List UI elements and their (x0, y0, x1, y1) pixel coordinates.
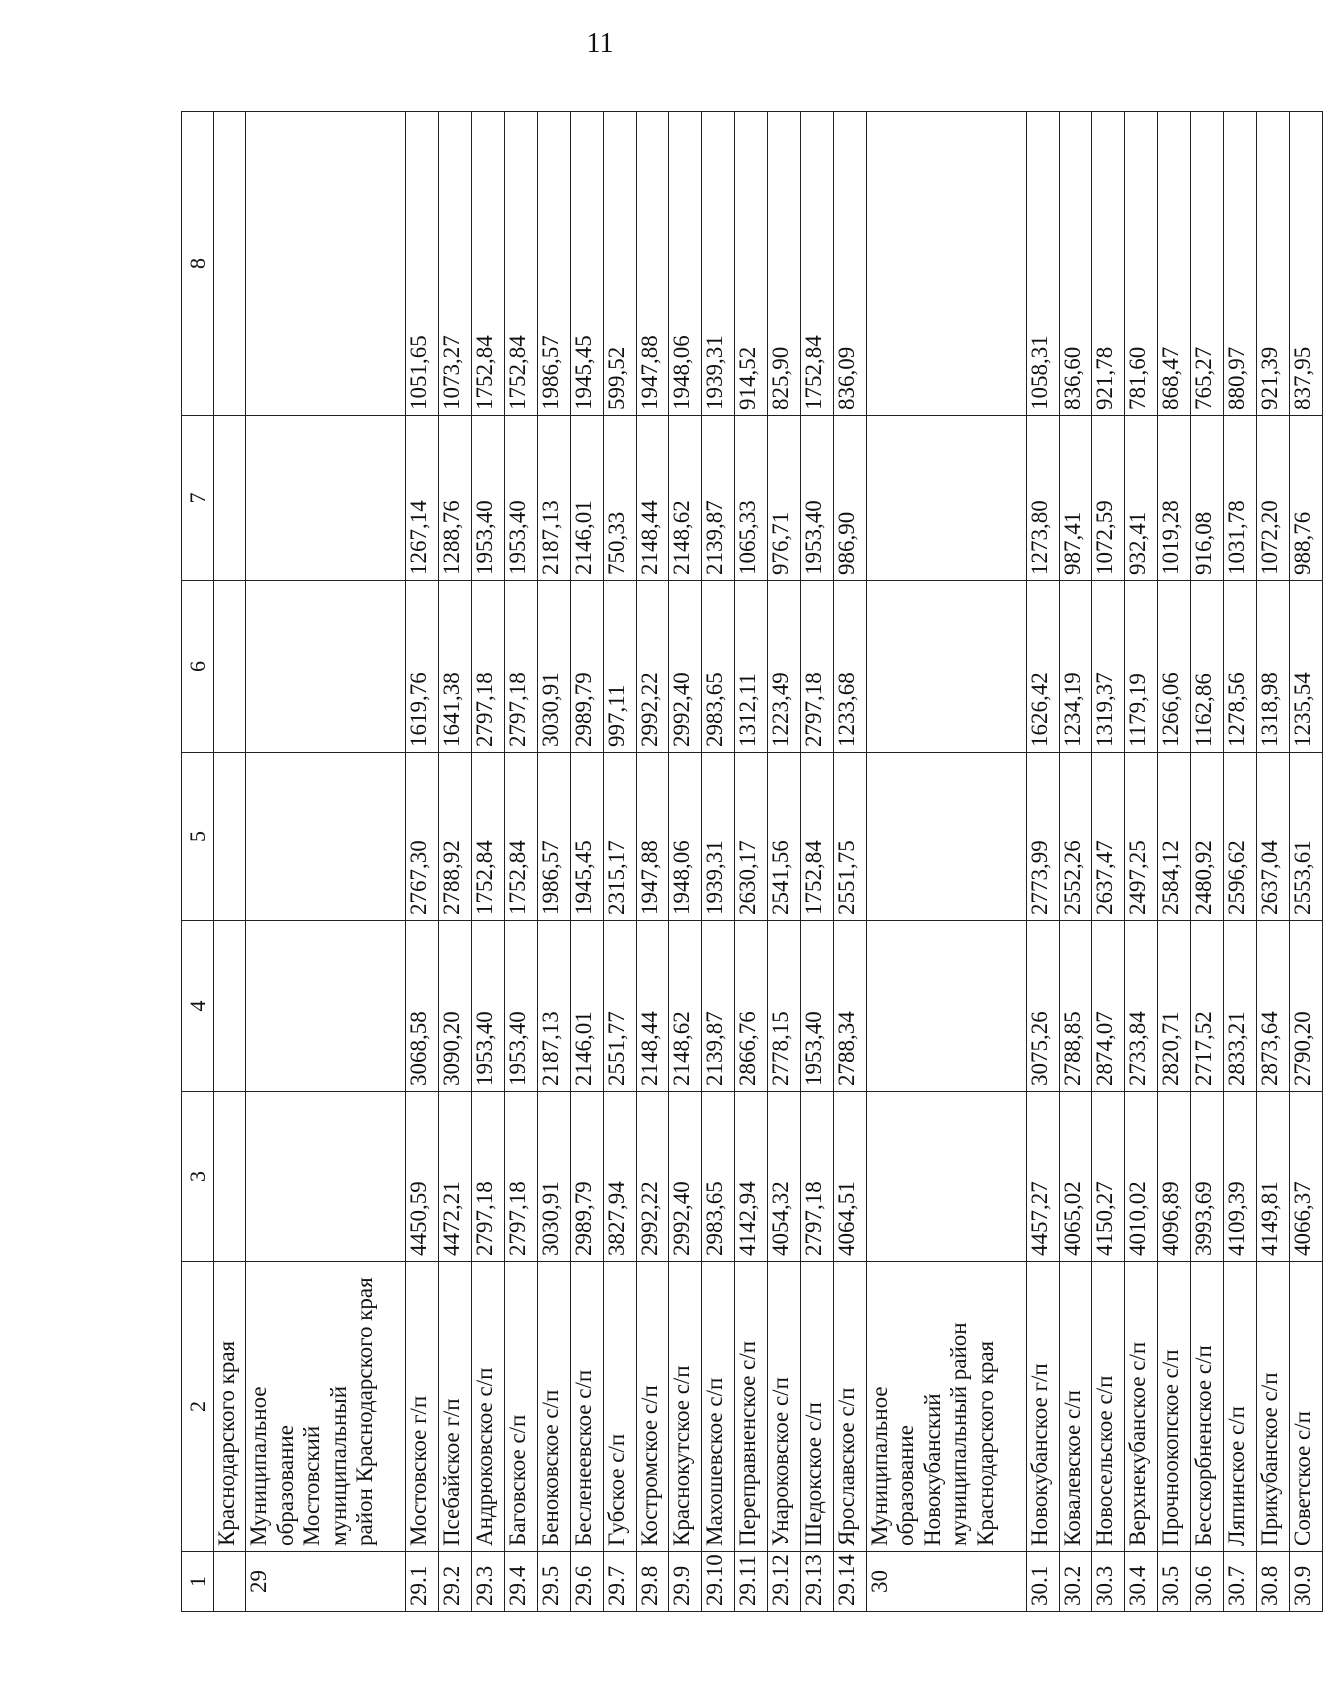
row-number: 30.3 (1092, 1552, 1125, 1612)
settlement-name: Бесскорбненское с/п (1191, 1262, 1224, 1552)
settlement-name: Псебайское г/п (439, 1262, 472, 1552)
value-cell: 2992,22 (636, 581, 669, 753)
value-cell: 1267,14 (406, 416, 439, 581)
value-cell: 2797,18 (504, 1092, 537, 1262)
value-cell: 1939,31 (702, 753, 735, 921)
value-cell: 2992,40 (669, 581, 702, 753)
row-number: 29.5 (537, 1552, 570, 1612)
value-cell: 1619,76 (406, 581, 439, 753)
section-header-row (866, 112, 1026, 1612)
value-cell: 1953,40 (504, 921, 537, 1092)
settlement-name: Ляпинское с/п (1224, 1262, 1257, 1552)
row-number: 29.14 (833, 1552, 866, 1612)
value-cell: 1752,84 (801, 753, 834, 921)
table-row (1026, 112, 1059, 1612)
table-row (735, 112, 768, 1612)
value-cell: 1318,98 (1257, 581, 1290, 753)
value-cell: 2733,84 (1125, 921, 1158, 1092)
row-number: 30.4 (1125, 1552, 1158, 1612)
value-cell: 1939,31 (702, 112, 735, 416)
settlement-name: Шедокское с/п (801, 1262, 834, 1552)
settlement-name: Верхнекубанское с/п (1125, 1262, 1158, 1552)
value-cell: 2983,65 (702, 581, 735, 753)
value-cell: 4457,27 (1026, 1092, 1059, 1262)
value-cell: 1953,40 (801, 921, 834, 1092)
value-cell: 1266,06 (1158, 581, 1191, 753)
value-cell: 1945,45 (570, 753, 603, 921)
value-cell: 2148,44 (636, 416, 669, 581)
value-cell: 2790,20 (1289, 921, 1322, 1092)
row-number: 30.6 (1191, 1552, 1224, 1612)
value-cell: 1162,86 (1191, 581, 1224, 753)
value-cell: 987,41 (1059, 416, 1092, 581)
value-cell: 1072,59 (1092, 416, 1125, 581)
value-cell: 2992,40 (669, 1092, 702, 1262)
value-cell: 932,41 (1125, 416, 1158, 581)
value-cell: 921,39 (1257, 112, 1290, 416)
value-cell: 836,60 (1059, 112, 1092, 416)
value-cell: 2146,01 (570, 921, 603, 1092)
settlement-name: Советское с/п (1289, 1262, 1322, 1552)
settlement-name: Мостовское г/п (406, 1262, 439, 1552)
value-cell: 3993,69 (1191, 1092, 1224, 1262)
table-row (406, 112, 439, 1612)
settlement-name: Новокубанское г/п (1026, 1262, 1059, 1552)
value-cell: 2551,77 (603, 921, 636, 1092)
header-cell: 1 (182, 1552, 214, 1612)
section-name-line: Муниципальное образование (246, 1386, 298, 1546)
section-name-line: район Краснодарского края (352, 1277, 378, 1546)
value-cell: 1223,49 (768, 581, 801, 753)
value-cell: 2637,47 (1092, 753, 1125, 921)
continuation-row (213, 112, 246, 1612)
table-row (801, 112, 834, 1612)
value-cell: 1948,06 (669, 112, 702, 416)
section-name (246, 1262, 406, 1552)
value-cell: 836,09 (833, 112, 866, 416)
value-cell: 3068,58 (406, 921, 439, 1092)
table-row (537, 112, 570, 1612)
value-cell: 765,27 (1191, 112, 1224, 416)
table-row (1289, 112, 1322, 1612)
value-cell: 1073,27 (439, 112, 472, 416)
value-cell: 1058,31 (1026, 112, 1059, 416)
table-row (1059, 112, 1092, 1612)
value-cell: 1312,11 (735, 581, 768, 753)
value-cell: 1233,68 (833, 581, 866, 753)
table-row (439, 112, 472, 1612)
value-cell: 2148,62 (669, 416, 702, 581)
rotated-table-container (181, 112, 1323, 1612)
section-name-line: Муниципальное образование (866, 1386, 919, 1546)
value-cell: 2874,07 (1092, 921, 1125, 1092)
continuation-cell (213, 1552, 246, 1612)
table-row (702, 112, 735, 1612)
value-cell: 2630,17 (735, 753, 768, 921)
settlement-name: Новосельское с/п (1092, 1262, 1125, 1552)
value-cell: 997,11 (603, 581, 636, 753)
value-cell: 2797,18 (504, 581, 537, 753)
table-row (1191, 112, 1224, 1612)
value-cell: 2146,01 (570, 416, 603, 581)
settlement-name: Махошевское с/п (702, 1262, 735, 1552)
settlement-name: Баговское с/п (504, 1262, 537, 1552)
value-cell: 2788,92 (439, 753, 472, 921)
value-cell: 4142,94 (735, 1092, 768, 1262)
value-cell: 921,78 (1092, 112, 1125, 416)
value-cell: 1752,84 (504, 753, 537, 921)
table-row (1257, 112, 1290, 1612)
table-row (1224, 112, 1257, 1612)
row-number: 29.2 (439, 1552, 472, 1612)
value-cell: 2552,26 (1059, 753, 1092, 921)
value-cell: 1072,20 (1257, 416, 1290, 581)
value-cell: 4109,39 (1224, 1092, 1257, 1262)
value-cell: 825,90 (768, 112, 801, 416)
value-cell: 2717,52 (1191, 921, 1224, 1092)
value-cell: 1752,84 (504, 112, 537, 416)
value-cell: 2866,76 (735, 921, 768, 1092)
value-cell: 4064,51 (833, 1092, 866, 1262)
value-cell: 4149,81 (1257, 1092, 1290, 1262)
value-cell: 2553,61 (1289, 753, 1322, 921)
row-number: 29.6 (570, 1552, 603, 1612)
section-name-line: Новокубанский (919, 1393, 945, 1546)
table-row (504, 112, 537, 1612)
row-number: 30.5 (1158, 1552, 1191, 1612)
value-cell: 2767,30 (406, 753, 439, 921)
row-number: 29.3 (472, 1552, 505, 1612)
value-cell: 4054,32 (768, 1092, 801, 1262)
value-cell: 986,90 (833, 416, 866, 581)
value-cell: 2139,87 (702, 921, 735, 1092)
header-cell: 6 (182, 581, 214, 753)
value-cell: 2983,65 (702, 1092, 735, 1262)
value-cell: 2989,79 (570, 1092, 603, 1262)
value-cell: 4065,02 (1059, 1092, 1092, 1262)
value-cell: 1752,84 (801, 112, 834, 416)
value-cell: 1065,33 (735, 416, 768, 581)
row-number: 30.8 (1257, 1552, 1290, 1612)
table-row (1158, 112, 1191, 1612)
row-number: 29.9 (669, 1552, 702, 1612)
value-cell: 2497,25 (1125, 753, 1158, 921)
header-cell: 8 (182, 112, 214, 416)
value-cell: 3090,20 (439, 921, 472, 1092)
value-cell: 2820,71 (1158, 921, 1191, 1092)
value-cell: 3030,91 (537, 581, 570, 753)
value-cell: 2873,64 (1257, 921, 1290, 1092)
value-cell: 2584,12 (1158, 753, 1191, 921)
row-number: 29.11 (735, 1552, 768, 1612)
value-cell: 2148,62 (669, 921, 702, 1092)
value-cell: 837,95 (1289, 112, 1322, 416)
value-cell: 4010,02 (1125, 1092, 1158, 1262)
settlement-name: Беноковское с/п (537, 1262, 570, 1552)
value-cell: 750,33 (603, 416, 636, 581)
value-cell: 1234,19 (1059, 581, 1092, 753)
value-cell: 2778,15 (768, 921, 801, 1092)
section-name-line: Мостовский муниципальный (299, 1385, 351, 1546)
value-cell: 1947,88 (636, 753, 669, 921)
table-row (1092, 112, 1125, 1612)
value-cell: 2187,13 (537, 921, 570, 1092)
value-cell: 1288,76 (439, 416, 472, 581)
value-cell: 1235,54 (1289, 581, 1322, 753)
value-cell: 1319,37 (1092, 581, 1125, 753)
table-row (570, 112, 603, 1612)
value-cell: 2797,18 (472, 581, 505, 753)
value-cell: 2797,18 (801, 1092, 834, 1262)
value-cell: 1031,78 (1224, 416, 1257, 581)
page-number: 11 (586, 28, 614, 59)
settlement-name: Ярославское с/п (833, 1262, 866, 1552)
settlement-name: Костромское с/п (636, 1262, 669, 1552)
value-cell: 2833,21 (1224, 921, 1257, 1092)
value-cell: 2797,18 (801, 581, 834, 753)
value-cell: 1626,42 (1026, 581, 1059, 753)
row-number: 30.1 (1026, 1552, 1059, 1612)
table-row (833, 112, 866, 1612)
header-cell: 5 (182, 753, 214, 921)
value-cell: 916,08 (1191, 416, 1224, 581)
value-cell: 4150,27 (1092, 1092, 1125, 1262)
value-cell: 1641,38 (439, 581, 472, 753)
row-number: 29.12 (768, 1552, 801, 1612)
table-row (669, 112, 702, 1612)
table-row (1125, 112, 1158, 1612)
value-cell: 2139,87 (702, 416, 735, 581)
settlement-name: Краснокутское с/п (669, 1262, 702, 1552)
value-cell: 868,47 (1158, 112, 1191, 416)
value-cell: 2480,92 (1191, 753, 1224, 921)
value-cell: 1752,84 (472, 753, 505, 921)
value-cell: 2187,13 (537, 416, 570, 581)
table-body (182, 112, 1323, 1612)
value-cell: 781,60 (1125, 112, 1158, 416)
row-number: 30.2 (1059, 1552, 1092, 1612)
value-cell: 4066,37 (1289, 1092, 1322, 1262)
value-cell: 2596,62 (1224, 753, 1257, 921)
value-cell: 2637,04 (1257, 753, 1290, 921)
data-table (181, 111, 1323, 1612)
value-cell: 2148,44 (636, 921, 669, 1092)
value-cell: 1273,80 (1026, 416, 1059, 581)
settlement-name: Прикубанское с/п (1257, 1262, 1290, 1552)
value-cell: 2541,56 (768, 753, 801, 921)
row-number: 29.1 (406, 1552, 439, 1612)
value-cell: 3030,91 (537, 1092, 570, 1262)
header-cell: 3 (182, 1092, 214, 1262)
settlement-name: Унароковское с/п (768, 1262, 801, 1552)
continuation-name: Краснодарского края (213, 1262, 246, 1552)
value-cell: 1986,57 (537, 112, 570, 416)
value-cell: 4450,59 (406, 1092, 439, 1262)
row-number: 29.8 (636, 1552, 669, 1612)
value-cell: 1019,28 (1158, 416, 1191, 581)
value-cell: 1051,65 (406, 112, 439, 416)
value-cell: 2315,17 (603, 753, 636, 921)
settlement-name: Губское с/п (603, 1262, 636, 1552)
value-cell: 1953,40 (472, 921, 505, 1092)
value-cell: 2788,85 (1059, 921, 1092, 1092)
value-cell: 1953,40 (504, 416, 537, 581)
value-cell: 914,52 (735, 112, 768, 416)
section-header-row (246, 112, 406, 1612)
settlement-name: Ковалевское с/п (1059, 1262, 1092, 1552)
settlement-name: Андрюковское с/п (472, 1262, 505, 1552)
value-cell: 1986,57 (537, 753, 570, 921)
table-row (768, 112, 801, 1612)
section-name-line: Краснодарского края (972, 1340, 998, 1546)
header-cell: 7 (182, 416, 214, 581)
table-row (472, 112, 505, 1612)
section-number: 29 (246, 1552, 406, 1612)
value-cell: 4472,21 (439, 1092, 472, 1262)
settlement-name: Прочноокопское с/п (1158, 1262, 1191, 1552)
header-cell: 2 (182, 1262, 214, 1552)
table-row (636, 112, 669, 1612)
value-cell: 2788,34 (833, 921, 866, 1092)
settlement-name: Переправненское с/п (735, 1262, 768, 1552)
value-cell: 1752,84 (472, 112, 505, 416)
value-cell: 988,76 (1289, 416, 1322, 581)
value-cell: 1953,40 (472, 416, 505, 581)
row-number: 30.9 (1289, 1552, 1322, 1612)
header-row (182, 112, 214, 1612)
value-cell: 3075,26 (1026, 921, 1059, 1092)
value-cell: 880,97 (1224, 112, 1257, 416)
settlement-name: Бесленеевское с/п (570, 1262, 603, 1552)
table-row (603, 112, 636, 1612)
value-cell: 2797,18 (472, 1092, 505, 1262)
row-number: 29.13 (801, 1552, 834, 1612)
section-number: 30 (866, 1552, 1026, 1612)
section-name-line: муниципальный район (946, 1322, 972, 1546)
value-cell: 2551,75 (833, 753, 866, 921)
header-cell: 4 (182, 921, 214, 1092)
value-cell: 1953,40 (801, 416, 834, 581)
value-cell: 3827,94 (603, 1092, 636, 1262)
value-cell: 2773,99 (1026, 753, 1059, 921)
value-cell: 4096,89 (1158, 1092, 1191, 1262)
value-cell: 599,52 (603, 112, 636, 416)
value-cell: 1948,06 (669, 753, 702, 921)
value-cell: 2992,22 (636, 1092, 669, 1262)
section-name (866, 1262, 1026, 1552)
row-number: 29.10 (702, 1552, 735, 1612)
row-number: 29.4 (504, 1552, 537, 1612)
row-number: 29.7 (603, 1552, 636, 1612)
value-cell: 976,71 (768, 416, 801, 581)
value-cell: 1945,45 (570, 112, 603, 416)
value-cell: 1179,19 (1125, 581, 1158, 753)
value-cell: 2989,79 (570, 581, 603, 753)
value-cell: 1278,56 (1224, 581, 1257, 753)
value-cell: 1947,88 (636, 112, 669, 416)
row-number: 30.7 (1224, 1552, 1257, 1612)
